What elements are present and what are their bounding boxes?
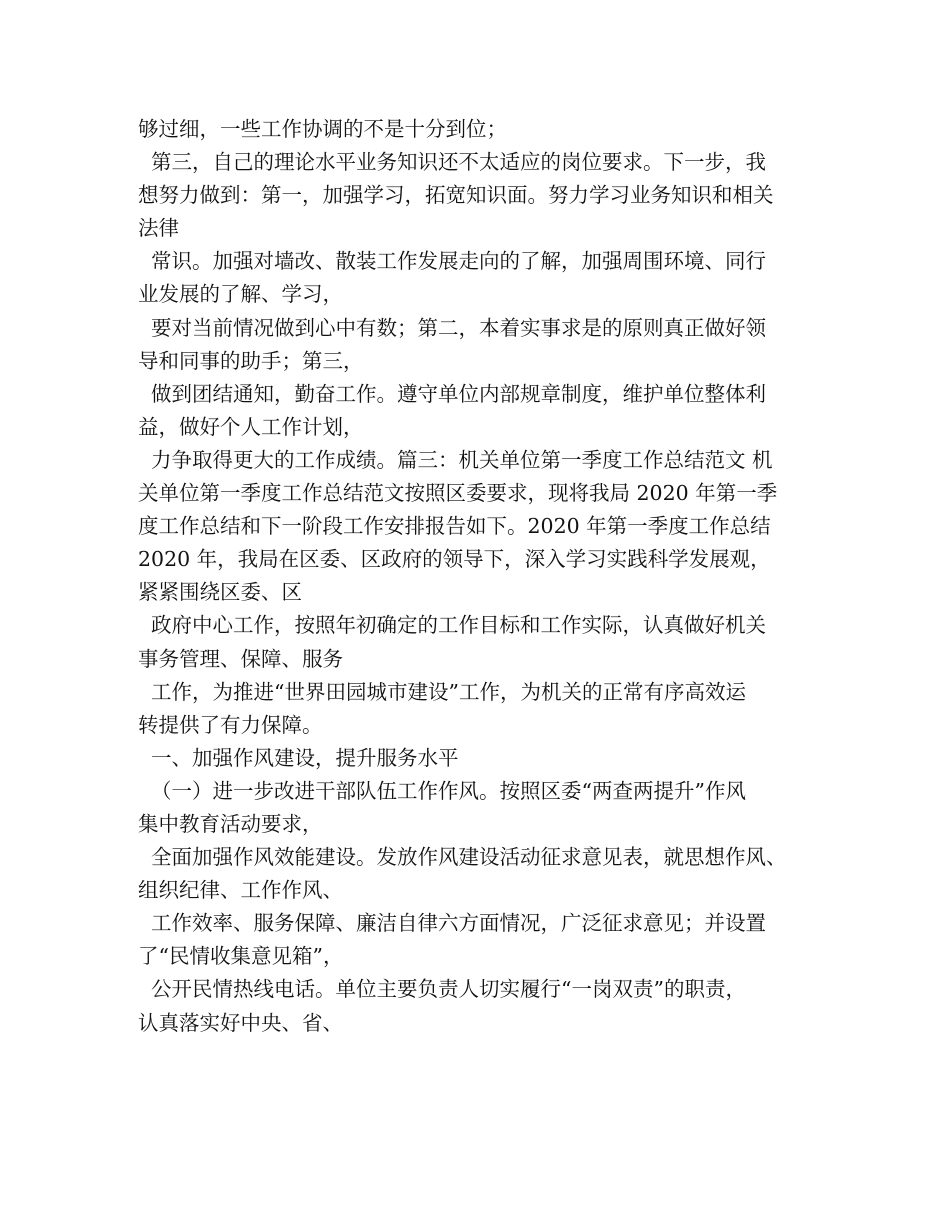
text-line: 紧紧围绕区委、区 <box>138 580 302 605</box>
text-line: 常识。加强对墙改、散装工作发展走向的了解，加强周围环境、同行 <box>138 249 767 274</box>
text-line: 要对当前情况做到心中有数；第二，本着实事求是的原则真正做好领 <box>138 315 767 340</box>
text-line: 度工作总结和下一阶段工作安排报告如下。2020 年第一季度工作总结 <box>138 514 771 539</box>
text-line: 力争取得更大的工作成绩。篇三：机关单位第一季度工作总结范文 机 <box>138 447 773 472</box>
text-line: 一、加强作风建设，提升服务水平 <box>138 745 459 770</box>
text-line: 事务管理、保障、服务 <box>138 646 343 671</box>
text-line: 导和同事的助手；第三， <box>138 348 364 373</box>
text-line: 关单位第一季度工作总结范文按照区委要求，现将我局 2020 年第一季 <box>138 481 778 506</box>
text-line: 想努力做到：第一，加强学习，拓宽知识面。努力学习业务知识和相关 <box>138 183 774 208</box>
text-line: 了“民情收集意见箱”， <box>138 944 344 969</box>
text-line: 够过细，一些工作协调的不是十分到位； <box>138 117 507 141</box>
text-line: 工作，为推进“世界田园城市建设”工作，为机关的正常有序高效运 <box>138 679 746 704</box>
text-line: 全面加强作风效能建设。发放作风建设活动征求意见表，就思想作风、 <box>138 845 787 870</box>
text-line: 政府中心工作，按照年初确定的工作目标和工作实际，认真做好机关 <box>138 613 767 638</box>
text-line: 组织纪律、工作作风、 <box>138 878 343 903</box>
text-line: 2020 年，我局在区委、区政府的领导下，深入学习实践科学发展观， <box>138 547 771 572</box>
text-line: 做到团结通知，勤奋工作。遵守单位内部规章制度，维护单位整体利 <box>138 381 767 406</box>
text-line: 转提供了有力保障。 <box>138 712 323 737</box>
text-line: 工作效率、服务保障、廉洁自律六方面情况，广泛征求意见；并设置 <box>138 911 767 936</box>
text-line: 法律 <box>138 216 179 241</box>
text-line: 公开民情热线电话。单位主要负责人切实履行“一岗双责”的职责， <box>138 977 746 1002</box>
text-line: 益，做好个人工作计划， <box>138 414 364 439</box>
text-line: 认真落实好中央、省、 <box>138 1010 343 1035</box>
text-line: 业发展的了解、学习， <box>138 282 343 307</box>
text-line: 集中教育活动要求， <box>138 811 323 836</box>
document-body <box>138 113 838 1040</box>
text-line: 第三，自己的理论水平业务知识还不太适应的岗位要求。下一步，我 <box>138 150 767 175</box>
text-line: （一）进一步改进干部队伍工作作风。按照区委“两查两提升”作风 <box>138 778 746 803</box>
